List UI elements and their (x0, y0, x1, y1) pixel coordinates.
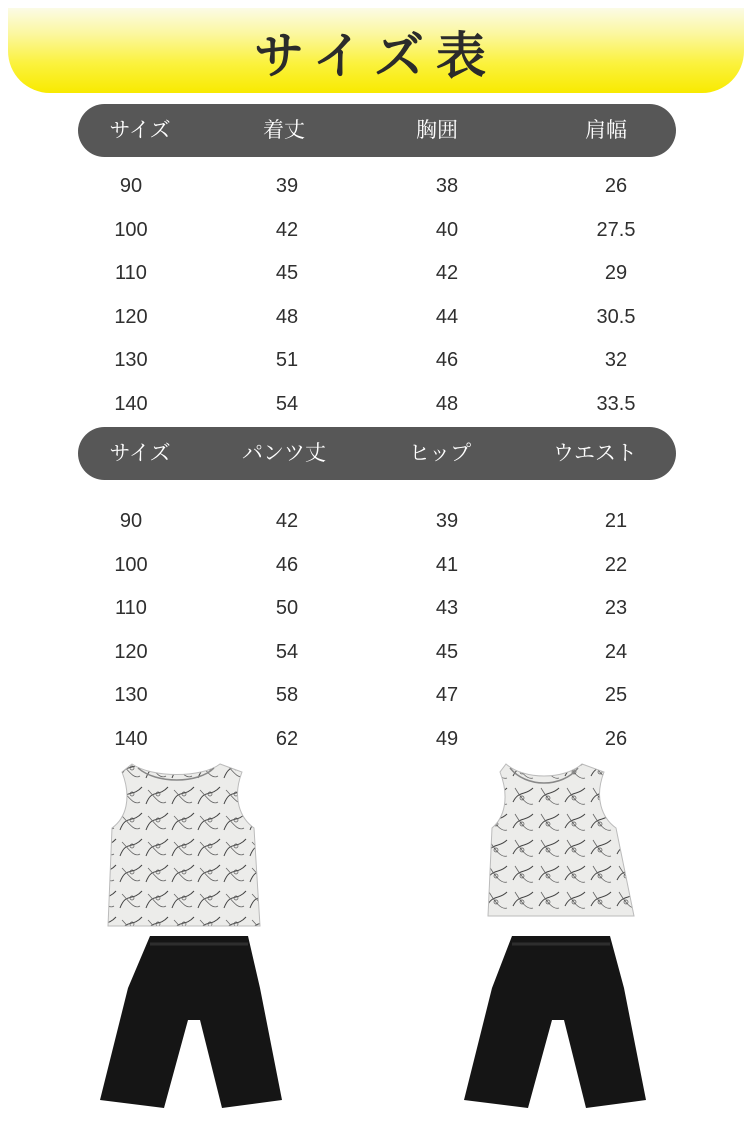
cell-hip: 47 (435, 684, 459, 707)
header-hip: ヒップ (408, 441, 472, 465)
header-length: 着丈 (263, 118, 305, 142)
cell-waist: 22 (604, 553, 628, 576)
pants-garment (464, 936, 646, 1108)
pants-table-header (78, 427, 676, 480)
cell-chest: 44 (435, 305, 459, 328)
outfit-back-illustration (458, 758, 658, 1118)
cell-waist: 21 (604, 510, 628, 532)
title-banner (8, 8, 744, 93)
table-row (0, 171, 750, 215)
header-waist: ウエスト (553, 441, 637, 465)
cell-chest: 40 (435, 218, 459, 241)
cell-pants-length: 54 (275, 640, 299, 663)
top-garment (108, 764, 260, 926)
cell-pants-length: 42 (275, 510, 299, 532)
cell-size: 90 (119, 510, 143, 532)
table-row (0, 258, 750, 302)
header-shoulder: 肩幅 (585, 118, 627, 142)
cell-length: 45 (275, 262, 299, 285)
cell-shoulder: 27.5 (596, 218, 636, 241)
cell-chest: 48 (435, 392, 459, 415)
table-row (0, 680, 750, 724)
cell-size: 140 (114, 392, 148, 415)
cell-shoulder: 26 (604, 175, 628, 197)
tops-size-table (0, 104, 750, 433)
cell-length: 48 (275, 305, 299, 328)
cell-shoulder: 33.5 (596, 392, 636, 415)
table-row (0, 506, 750, 550)
cell-chest: 42 (435, 262, 459, 285)
tops-table-header (78, 104, 676, 157)
cell-pants-length: 62 (275, 727, 299, 750)
tops-table-body (0, 171, 750, 433)
cell-waist: 23 (604, 597, 628, 620)
header-size: サイズ (109, 118, 171, 142)
table-row (0, 302, 750, 346)
cell-hip: 43 (435, 597, 459, 620)
outfit-front-illustration (92, 758, 292, 1118)
cell-shoulder: 30.5 (596, 305, 636, 328)
cell-hip: 41 (435, 553, 459, 576)
cell-length: 51 (275, 349, 299, 372)
cell-shoulder: 29 (604, 262, 628, 285)
table-row (0, 215, 750, 259)
cell-chest: 38 (435, 175, 459, 197)
product-back-photo (458, 758, 658, 1118)
cell-size: 120 (114, 305, 148, 328)
table-row (0, 637, 750, 681)
cell-hip: 39 (435, 510, 459, 532)
cell-size: 100 (114, 218, 148, 241)
cell-hip: 45 (435, 640, 459, 663)
cell-length: 42 (275, 218, 299, 241)
table-row (0, 550, 750, 594)
cell-waist: 25 (604, 684, 628, 707)
product-front-photo (92, 758, 292, 1118)
cell-chest: 46 (435, 349, 459, 372)
top-garment (488, 764, 634, 916)
cell-length: 39 (275, 175, 299, 197)
cell-size: 130 (114, 349, 148, 372)
cell-pants-length: 58 (275, 684, 299, 707)
cell-pants-length: 50 (275, 597, 299, 620)
cell-hip: 49 (435, 727, 459, 750)
header-size: サイズ (109, 441, 171, 465)
cell-size: 110 (115, 262, 147, 285)
page-title: サイズ表 (254, 26, 498, 85)
pants-garment (100, 936, 282, 1108)
cell-size: 110 (115, 597, 147, 620)
cell-size: 130 (114, 684, 148, 707)
cell-length: 54 (275, 392, 299, 415)
cell-size: 120 (114, 640, 148, 663)
cell-size: 100 (114, 553, 148, 576)
header-chest: 胸囲 (416, 118, 458, 142)
header-pants-length: パンツ丈 (242, 441, 326, 465)
cell-waist: 24 (604, 640, 628, 663)
cell-shoulder: 32 (604, 349, 628, 372)
table-row (0, 345, 750, 389)
cell-size: 140 (114, 727, 148, 750)
table-row (0, 593, 750, 637)
cell-pants-length: 46 (275, 553, 299, 576)
cell-waist: 26 (604, 727, 628, 750)
cell-size: 90 (119, 175, 143, 197)
pants-table-body (0, 506, 750, 768)
pants-size-table (0, 427, 750, 768)
